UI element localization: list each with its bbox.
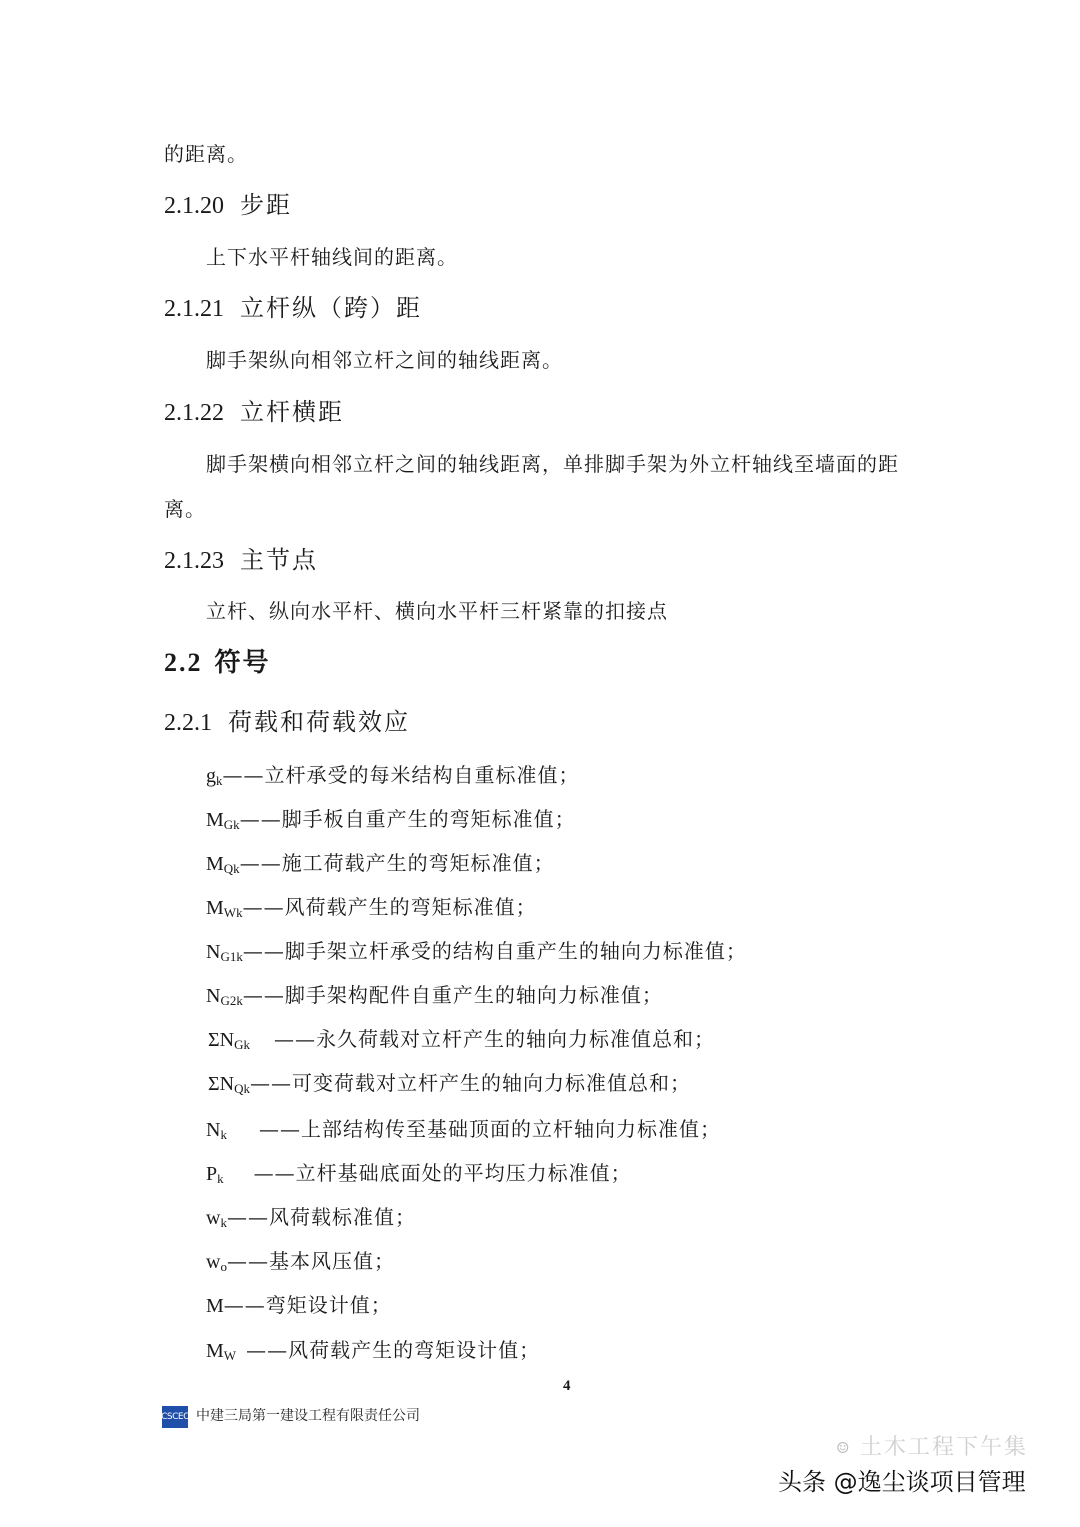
symbol-description: ——立杆基础底面处的平均压力标准值； — [253, 1161, 632, 1185]
symbol-item — [208, 1073, 691, 1095]
symbol-item — [206, 1340, 540, 1362]
heading-number: 2.2 — [164, 648, 203, 677]
symbol: $N_{G1k}$ — [206, 941, 243, 964]
heading-2-1-23 — [164, 548, 318, 573]
symbol-description: ——脚手架立杆承受的结构自重产生的轴向力标准值； — [242, 939, 747, 963]
heading-title: 荷载和荷载效应 — [228, 708, 410, 736]
footer-company-name: 中建三局第一建设工程有限责任公司 — [196, 1408, 420, 1424]
symbol-item — [206, 985, 663, 1007]
heading-2-2 — [164, 650, 271, 676]
heading-2-1-20 — [164, 193, 292, 218]
symbol-item — [206, 941, 747, 963]
heading-2-1-21 — [164, 296, 422, 321]
heading-title: 立杆横距 — [240, 398, 344, 426]
symbol-item — [206, 809, 576, 831]
symbol: M — [206, 1295, 224, 1317]
symbol-description: ——立杆承受的每米结构自重标准值； — [222, 763, 580, 787]
heading-number: 2.1.22 — [164, 400, 224, 426]
symbol: $P_k$ — [206, 1163, 224, 1186]
symbol-item — [206, 765, 580, 787]
symbol: $M_{Gk}$ — [206, 809, 240, 832]
heading-title: 主节点 — [240, 546, 318, 574]
symbol-description: ——永久荷载对立杆产生的轴向力标准值总和； — [273, 1027, 715, 1051]
heading-title: 步距 — [240, 191, 292, 219]
heading-number: 2.1.23 — [164, 548, 224, 574]
symbol-description: ——施工荷载产生的弯矩标准值； — [239, 851, 555, 875]
wechat-icon: ☺ — [836, 1439, 850, 1457]
symbol-item — [206, 1119, 721, 1141]
symbol: $N_{G2k}$ — [206, 985, 243, 1008]
symbol-description: ——脚手架构配件自重产生的轴向力标准值； — [242, 983, 663, 1007]
paragraph-2-1-20: 上下水平杆轴线间的距离。 — [206, 245, 458, 269]
symbol: $w_o$ — [206, 1251, 227, 1274]
symbol: $N_k$ — [206, 1119, 227, 1142]
symbol: $g_k$ — [206, 765, 223, 788]
symbol-description: ——风荷载产生的弯矩设计值； — [246, 1338, 541, 1362]
watermark-faded-text: 土木工程下午集 — [860, 1435, 1029, 1460]
symbol-item — [206, 1207, 416, 1229]
symbol: $M_{Qk}$ — [206, 853, 240, 876]
heading-2-2-1 — [164, 710, 410, 735]
symbol-description: ——弯矩设计值； — [223, 1293, 392, 1317]
symbol-description: ——风荷载标准值； — [226, 1205, 416, 1229]
symbol-description: ——可变荷载对立杆产生的轴向力标准值总和； — [249, 1071, 691, 1095]
symbol-item — [208, 1029, 715, 1051]
symbol-item — [206, 1163, 632, 1185]
paragraph-2-1-22-line2: 离。 — [164, 497, 206, 521]
symbol-description: ——基本风压值； — [226, 1249, 395, 1273]
symbol-description: ——风荷载产生的弯矩标准值； — [242, 895, 537, 919]
symbol-item — [206, 1251, 395, 1273]
continuation-text: 的距离。 — [164, 142, 248, 166]
paragraph-2-1-21: 脚手架纵向相邻立杆之间的轴线距离。 — [206, 348, 563, 372]
symbol: $\Sigma N_{Gk}$ — [208, 1029, 250, 1052]
symbol-item — [206, 853, 555, 875]
symbol: $\Sigma N_{Qk}$ — [208, 1073, 250, 1096]
watermark-text: 头条 @逸尘谈项目管理 — [778, 1468, 1026, 1496]
symbol-item — [206, 897, 537, 919]
symbol: $w_k$ — [206, 1207, 227, 1230]
paragraph-2-1-23: 立杆、纵向水平杆、横向水平杆三杆紧靠的扣接点 — [206, 599, 668, 623]
heading-title: 立杆纵（跨）距 — [240, 294, 422, 322]
heading-2-1-22 — [164, 400, 344, 425]
symbol-description: ——脚手板自重产生的弯矩标准值； — [239, 807, 576, 831]
heading-title: 符号 — [214, 648, 271, 678]
heading-number: 2.1.20 — [164, 193, 224, 219]
page-number: 4 — [563, 1378, 571, 1394]
symbol-description: ——上部结构传至基础顶面的立杆轴向力标准值； — [258, 1117, 721, 1141]
paragraph-2-1-22-line1: 脚手架横向相邻立杆之间的轴线距离，单排脚手架为外立杆轴线至墙面的距 — [206, 452, 899, 476]
company-logo-icon: CSCEC — [162, 1406, 188, 1428]
symbol-item — [206, 1295, 392, 1317]
heading-number: 2.2.1 — [164, 710, 212, 736]
symbol: $M_W$ — [206, 1340, 237, 1363]
symbol: $M_{Wk}$ — [206, 897, 243, 920]
heading-number: 2.1.21 — [164, 296, 224, 322]
